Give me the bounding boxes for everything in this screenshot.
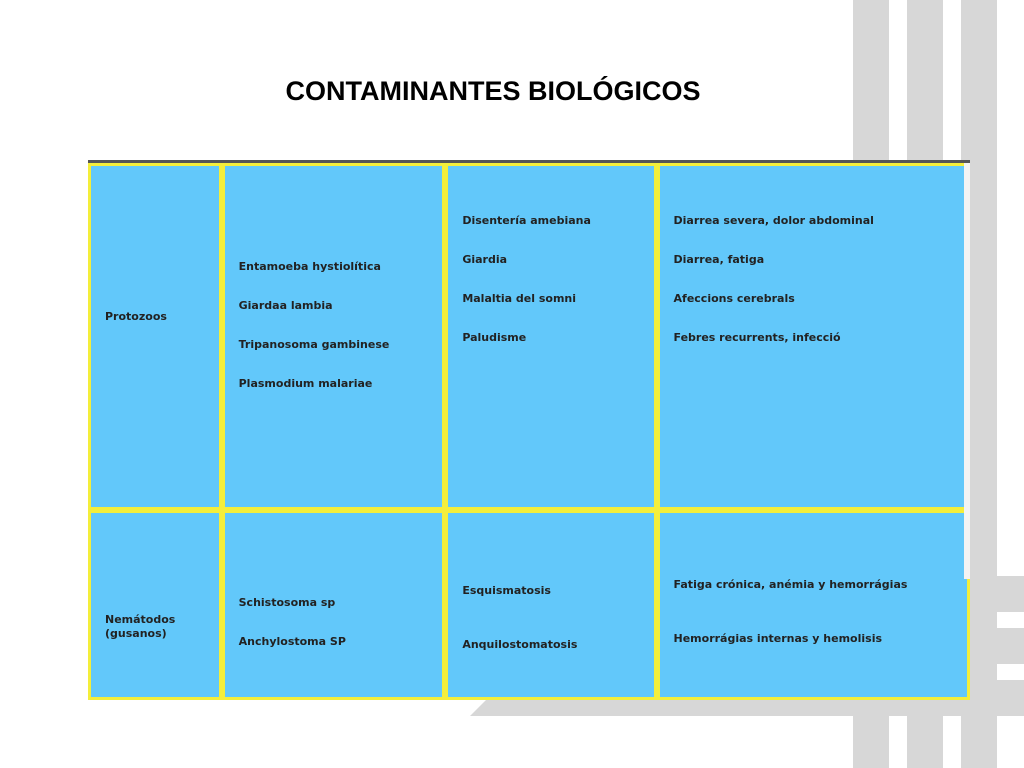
group-cell <box>88 163 222 510</box>
diseases-cell <box>445 510 656 700</box>
organism-name: Tripanosoma gambinese <box>238 338 390 351</box>
group-label: Protozoos <box>105 309 167 323</box>
effect-text: Fatiga crónica, anémia y hemorrágias <box>673 578 908 591</box>
slide-title: CONTAMINANTES BIOLÓGICOS <box>285 76 701 106</box>
group-label: Nemátodos <box>105 613 176 626</box>
disease-name: Paludisme <box>462 331 527 344</box>
contaminants-table-container <box>88 160 970 651</box>
table-row <box>88 510 970 700</box>
organisms-cell <box>222 163 446 510</box>
organism-name: Schistosoma sp <box>238 595 336 609</box>
effects-cell <box>657 163 970 510</box>
disease-name: Giardia <box>462 253 508 266</box>
disease-name: Esquismatosis <box>462 583 551 597</box>
disease-name: Disentería amebiana <box>462 214 591 227</box>
disease-name: Anquilostomatosis <box>462 637 578 651</box>
effect-text: Afeccions cerebrals <box>673 292 795 305</box>
organism-name: Plasmodium malariae <box>238 377 373 390</box>
organism-name: Anchylostoma SP <box>238 634 346 648</box>
effect-text: Hemorrágias internas y hemolisis <box>673 632 883 645</box>
disease-name: Malaltia del somni <box>462 292 577 305</box>
table-row <box>88 163 970 510</box>
organism-name: Entamoeba hystiolítica <box>238 260 381 273</box>
effects-cell <box>657 510 970 700</box>
effect-text: Febres recurrents, infecció <box>673 331 841 344</box>
group-cell <box>88 510 222 700</box>
organisms-cell <box>222 510 446 700</box>
table-right-edge <box>964 163 970 579</box>
effect-text: Diarrea, fatiga <box>673 253 765 266</box>
organism-name: Giardaa lambia <box>238 299 333 312</box>
group-label-sub: (gusanos) <box>105 627 167 640</box>
effect-text: Diarrea severa, dolor abdominal <box>673 214 874 227</box>
diseases-cell <box>445 163 656 510</box>
contaminants-table <box>88 163 970 700</box>
